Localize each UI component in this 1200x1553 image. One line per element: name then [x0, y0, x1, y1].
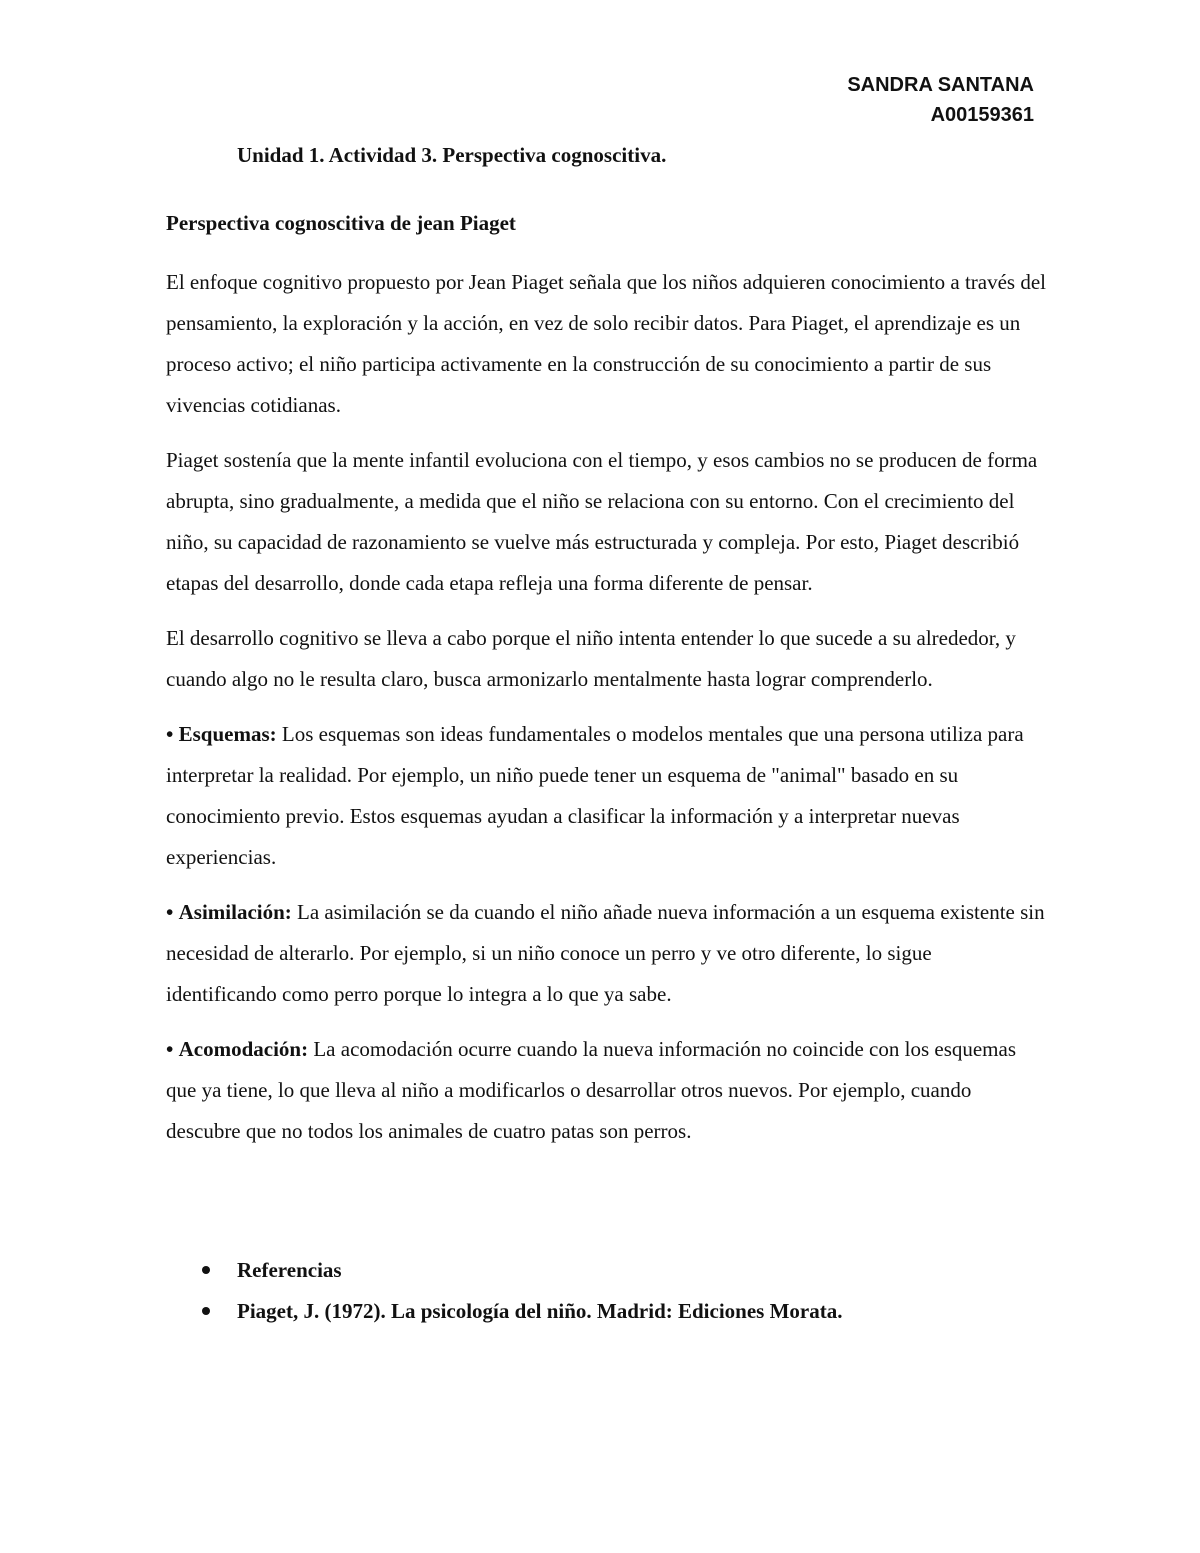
concept-text: Los esquemas son ideas fundamentales o modelos mentales que una persona utiliza para interpretar la realidad. Por ejemplo, un niño puede tener un esquema de "animal" basado en su conocimiento previo. Estos esquemas ayudan a clasificar la información y a interpretar nuevas experiencias. — [166, 722, 1024, 869]
author-header — [847, 70, 1034, 130]
concept-acomodacion — [166, 1029, 1046, 1152]
concept-bullet: • — [166, 1037, 174, 1061]
references-heading-item — [166, 1250, 1046, 1291]
concept-bullet: • — [166, 900, 174, 924]
document-title: Unidad 1. Actividad 3. Perspectiva cognoscitiva. — [237, 143, 667, 167]
student-id: A00159361 — [930, 104, 1034, 126]
references-list — [166, 1250, 1046, 1332]
concept-asimilacion — [166, 892, 1046, 1015]
section-heading: Perspectiva cognoscitiva de jean Piaget — [166, 211, 516, 235]
concept-text: La acomodación ocurre cuando la nueva información no coincide con los esquemas que ya tiene, lo que lleva al niño a modificarlos o desarrollar otros nuevos. Por ejemplo, cuando descubre que no todos los animales de cuatro patas son perros. — [166, 1037, 1017, 1143]
paragraph: El enfoque cognitivo propuesto por Jean Piaget señala que los niños adquieren conocimiento a través del pensamiento, la exploración y la acción, en vez de solo recibir datos. Para Piaget, el aprendizaje es un proceso activo; el niño participa activamente en la construcción de su conocimiento a partir de sus vivencias cotidianas. — [166, 270, 1047, 417]
reference-item — [166, 1291, 1046, 1332]
bullet-icon — [202, 1307, 210, 1315]
references-heading: Referencias — [237, 1258, 342, 1282]
paragraph: El desarrollo cognitivo se lleva a cabo porque el niño intenta entender lo que sucede a su alrededor, y cuando algo no le resulta claro, busca armonizarlo mentalmente hasta lograr comprenderlo. — [166, 626, 1016, 691]
concept-term: Acomodación: — [178, 1037, 309, 1061]
concept-text: La asimilación se da cuando el niño añade nueva información a un esquema existente sin necesidad de alterarlo. Por ejemplo, si un niño conoce un perro y ve otro diferente, lo sigue identificando como perro porque lo integra a lo que ya sabe. — [166, 900, 1045, 1006]
bullet-icon — [202, 1266, 210, 1274]
concept-bullet: • — [166, 722, 174, 746]
paragraph: Piaget sostenía que la mente infantil evoluciona con el tiempo, y esos cambios no se producen de forma abrupta, sino gradualmente, a medida que el niño se relaciona con su entorno. Con el crecimiento del niño, su capacidad de razonamiento se vuelve más estructurada y compleja. Por esto, Piaget describió etapas del desarrollo, donde cada etapa refleja una forma diferente de pensar. — [166, 448, 1038, 595]
reference-citation: Piaget, J. (1972). La psicología del niño. Madrid: Ediciones Morata. — [237, 1299, 843, 1323]
concept-term: Esquemas: — [178, 722, 277, 746]
concept-esquemas — [166, 714, 1046, 878]
concept-term: Asimilación: — [178, 900, 292, 924]
author-name: SANDRA SANTANA — [847, 74, 1034, 96]
document-body — [166, 262, 1046, 1166]
